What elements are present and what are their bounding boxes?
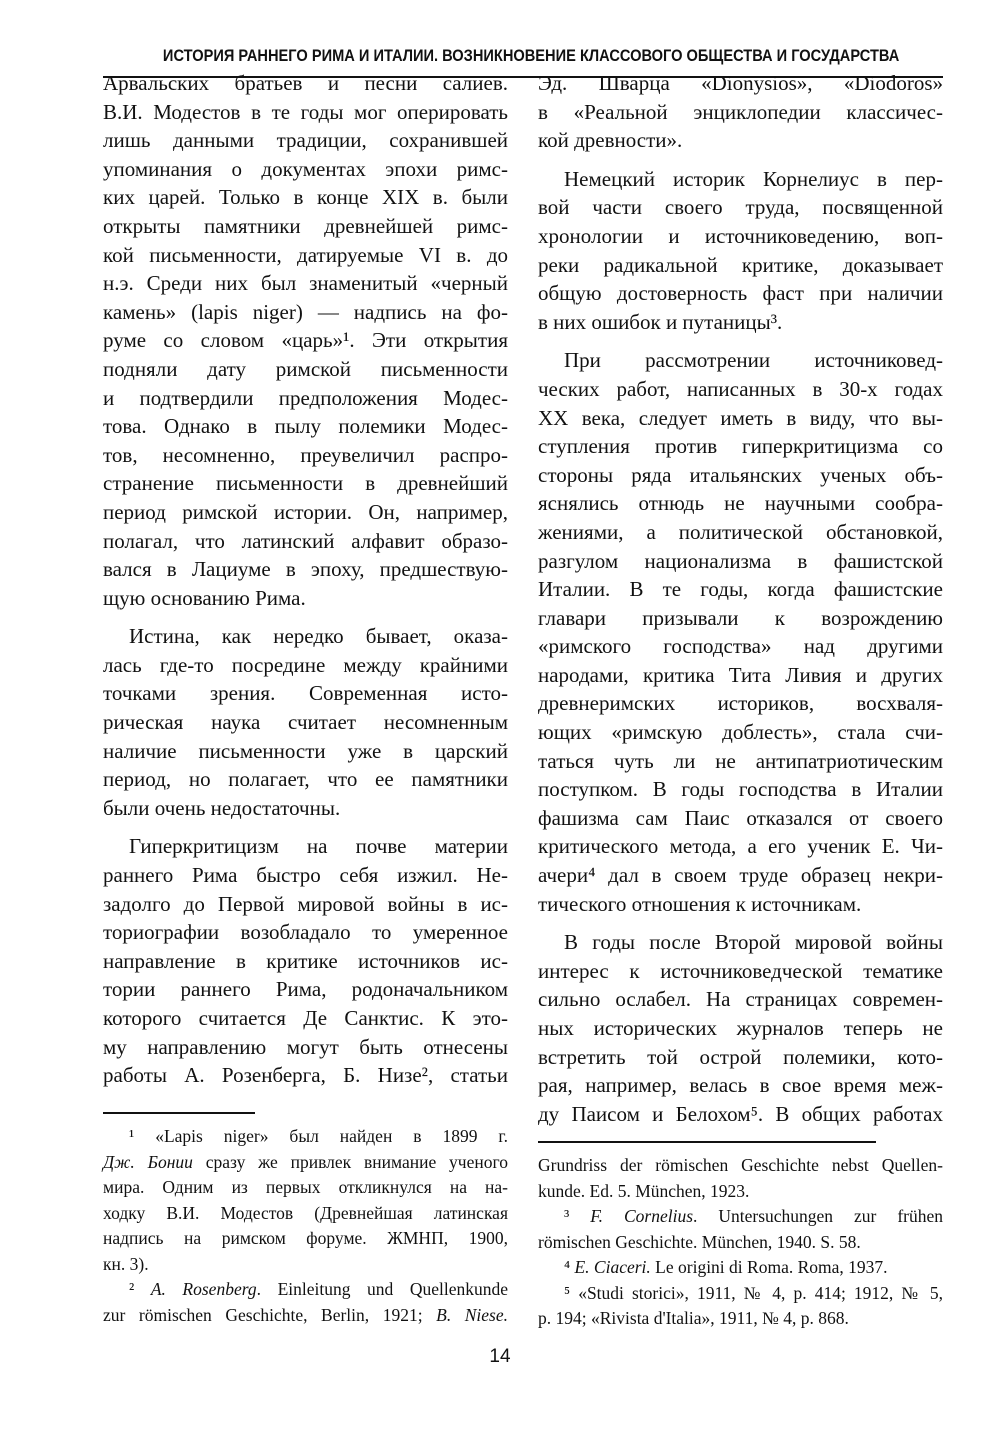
text-line: жениями, а политической обстановкой, (538, 519, 943, 544)
left-column (103, 69, 508, 1100)
text-line (103, 1124, 508, 1150)
text-segment: . Einleitung und Quellenkunde (256, 1279, 509, 1299)
text-line: хронологии и источниковедению, воп- (538, 223, 943, 248)
text-line (103, 1201, 508, 1227)
text-line: камень» (lapis niger) — надпись на фо- (103, 299, 508, 324)
text-line: народами, критика Тита Ливия и других (538, 662, 943, 687)
text-segment: Grundriss der römischen Geschichte nebst Quellen- (538, 1155, 943, 1175)
text-line: критического метода, а его ученик Е. Чи- (538, 834, 943, 859)
text-line: задолго до Первой мировой войны в ис- (103, 891, 508, 916)
page-number: 14 (489, 1346, 511, 1367)
text-line (103, 1150, 508, 1176)
text-line: тов, несомненно, преувеличил распро- (103, 442, 508, 467)
text-line: древнеримских историков, восхваля- (538, 691, 943, 716)
italic-reference: F. Cornelius (590, 1206, 694, 1226)
text-segment: römischen Geschichte. München, 1940. S. 58. (538, 1231, 861, 1252)
paragraph (103, 832, 508, 1089)
text-line: стороны ряда итальянских ученых объ- (538, 462, 943, 487)
left-footnotes (103, 1124, 508, 1328)
paragraph (103, 622, 508, 822)
text-line (538, 1179, 943, 1205)
text-line (103, 1226, 508, 1252)
text-line: лась где-то посредине между крайними (103, 652, 508, 677)
text-line: встретить той острой полемики, кото- (538, 1044, 943, 1069)
text-line: подняли дату римской письменности (103, 356, 508, 381)
text-segment: p. 194; «Rivista d'Italia», 1911, № 4, p. 868. (538, 1308, 849, 1328)
text-line: направление в критике источников ис- (103, 948, 508, 973)
text-line: поступком. В годы господства в Италии (538, 777, 943, 802)
text-line: точками зрения. Современная исто- (103, 681, 508, 706)
text-segment: кн. 3). (103, 1253, 149, 1274)
footnote (538, 1153, 943, 1204)
text-segment: kunde. Ed. 5. München, 1923. (538, 1180, 750, 1201)
italic-reference: E. Ciaceri. (574, 1257, 651, 1277)
text-line: тории раннего Рима, родоначальником (103, 977, 508, 1002)
text-line: При рассмотрении источниковед- (564, 348, 943, 373)
text-line: XX века, следует иметь в виду, что вы- (538, 405, 943, 430)
text-line: «римского господства» над другими (538, 634, 943, 659)
footnote (538, 1281, 943, 1332)
text-line: яснялись отнюдь не научными сообра- (538, 491, 943, 516)
footnote (103, 1277, 508, 1328)
text-segment: надпись на римском форуме. ЖМНП, 1900, (103, 1228, 508, 1248)
text-line: ступления против гиперкритицизма со (538, 434, 943, 459)
text-line: Истина, как нередко бывает, оказа- (129, 624, 508, 649)
text-line: това. Однако в пылу полемики Модес- (103, 414, 508, 439)
text-line: открыты памятники древнейшей римс- (103, 213, 508, 238)
text-segment: ² (129, 1279, 151, 1299)
italic-reference: Дж. Бонии (103, 1151, 193, 1172)
text-line: в «Реальной энциклопедии классичес- (538, 99, 943, 124)
text-line: ачери⁴ дал в своем труде образец некри- (538, 863, 943, 888)
right-footnote-rule (538, 1141, 876, 1143)
footnote (538, 1255, 943, 1281)
footnote (103, 1124, 508, 1277)
text-line: руме со словом «царь»¹. Эти открытия (103, 328, 508, 353)
text-line: лишь данными традиции, сохранившей (103, 128, 508, 153)
paragraph (538, 165, 943, 337)
text-line: му направлению могут быть отнесены (103, 1034, 508, 1059)
text-segment: мира. Одним из первых откликнулся на на- (103, 1177, 508, 1197)
text-line: Немецкий историк Корнелиус в пер- (564, 166, 943, 191)
text-line: ториографии возобладало то умеренное (103, 920, 508, 945)
text-line (538, 1281, 943, 1307)
text-line: Арвальских братьев и песни салиев. (103, 71, 508, 95)
text-segment: . Untersuchungen zur frühen (693, 1206, 944, 1226)
text-line: ческих работ, написанных в 30-х годах (538, 376, 943, 401)
text-line: Италии. В те годы, когда фашистские (538, 577, 943, 602)
text-line: главари призывали к возрождению (538, 605, 943, 630)
text-line: странение письменности в древнейший (103, 471, 508, 496)
text-line: таться чуть ли не антипатриотическим (538, 748, 943, 773)
text-line: кой письменности, датируемые VI в. до (103, 242, 508, 267)
text-line (538, 1153, 943, 1179)
text-line: ких царей. Только в конце XIX в. были (103, 185, 508, 210)
text-line: щую основанию Рима. (103, 585, 306, 610)
text-line: и подтвердили предположения Модес- (103, 385, 508, 410)
text-line: Гиперкритицизм на почве материи (129, 834, 508, 859)
italic-reference: A. Rosenberg (150, 1279, 257, 1299)
running-header (103, 46, 943, 66)
text-segment: сразу же привлек внимание ученого (192, 1151, 508, 1172)
text-line: реки радикальной критике, доказывает (538, 252, 943, 277)
paragraph (103, 69, 508, 612)
paragraph (538, 928, 943, 1128)
text-line: вой части своего труда, посвященной (538, 195, 943, 220)
left-footnote-rule (103, 1112, 255, 1114)
text-line: наличие письменности уже в царский (103, 738, 508, 763)
text-line: общую достоверность фаст при наличии (538, 281, 943, 306)
text-line: сильно ослабел. На страницах современ- (538, 987, 943, 1012)
italic-reference: B. Niese. (436, 1304, 508, 1325)
text-line: рая, например, велась в свое время меж- (538, 1073, 943, 1098)
text-line: упоминания о документах эпохи римс- (103, 156, 508, 181)
text-line (103, 1252, 508, 1278)
text-line: вался в Лациуме в эпоху, предшествую- (103, 557, 508, 582)
text-line: Эд. Шварца «Dionysios», «Diodoros» (538, 71, 943, 95)
text-line: ду Паисом и Белохом⁵. В общих работах (538, 1101, 943, 1126)
text-line (103, 1277, 508, 1303)
text-line: В.И. Модестов в те годы мог оперировать (103, 99, 508, 124)
text-line: раннего Рима быстро себя изжил. Не- (103, 863, 508, 888)
paragraph (538, 346, 943, 918)
text-line (538, 1204, 943, 1230)
text-line (103, 1175, 508, 1201)
text-segment: ³ (564, 1206, 591, 1226)
text-line: работы А. Розенберга, Б. Низе², статьи (103, 1063, 508, 1088)
text-line: тического отношения к источникам. (538, 891, 862, 916)
running-title: ИСТОРИЯ РАННЕГО РИМА И ИТАЛИИ. ВОЗНИКНОВЕНИЕ КЛАССОВОГО ОБЩЕСТВА И ГОСУДАРСТВА (162, 46, 900, 65)
text-line: ных исторических журналов теперь не (538, 1016, 943, 1040)
text-line (538, 1230, 943, 1256)
text-segment: Le origini di Roma. Roma, 1937. (650, 1257, 888, 1277)
text-line: разгулом национализма в фашистской (538, 548, 943, 573)
text-line (103, 1303, 508, 1329)
text-line: которого считается Де Санктис. К это- (103, 1006, 508, 1030)
text-segment: zur römischen Geschichte, Berlin, 1921; (103, 1304, 437, 1325)
right-footnotes (538, 1153, 943, 1332)
text-line: ющих «римскую доблесть», стала счи- (538, 720, 943, 745)
text-line: кой древности». (538, 128, 683, 153)
text-line: период римской истории. Он, например, (103, 499, 508, 524)
text-line (538, 1306, 943, 1332)
text-segment: ¹ «Lapis niger» был найден в 1899 г. (129, 1126, 508, 1146)
footnote (538, 1204, 943, 1255)
text-segment: ходку В.И. Модестов (Древнейшая латинская (103, 1202, 508, 1223)
right-column (538, 69, 943, 1138)
text-line: в них ошибок и путаницы³. (538, 309, 783, 334)
text-line: полагал, что латинский алфавит образо- (103, 528, 508, 553)
text-line: были очень недостаточны. (103, 795, 341, 820)
text-line (538, 1255, 943, 1281)
text-line: период, но полагает, что ее памятники (103, 767, 508, 792)
text-line: фашизма сам Паис отказался от своего (538, 805, 943, 830)
text-segment: ⁵ «Studi storici», 1911, № 4, p. 414; 1912, № 5, (564, 1282, 943, 1303)
text-line: интерес к источниковедческой тематике (538, 958, 943, 983)
text-line: н.э. Среди них был знаменитый «черный (103, 271, 508, 296)
text-segment: ⁴ (564, 1257, 575, 1277)
text-line: В годы после Второй мировой войны (564, 930, 943, 955)
paragraph (538, 69, 943, 155)
text-line: рическая наука считает несомненным (103, 710, 508, 735)
